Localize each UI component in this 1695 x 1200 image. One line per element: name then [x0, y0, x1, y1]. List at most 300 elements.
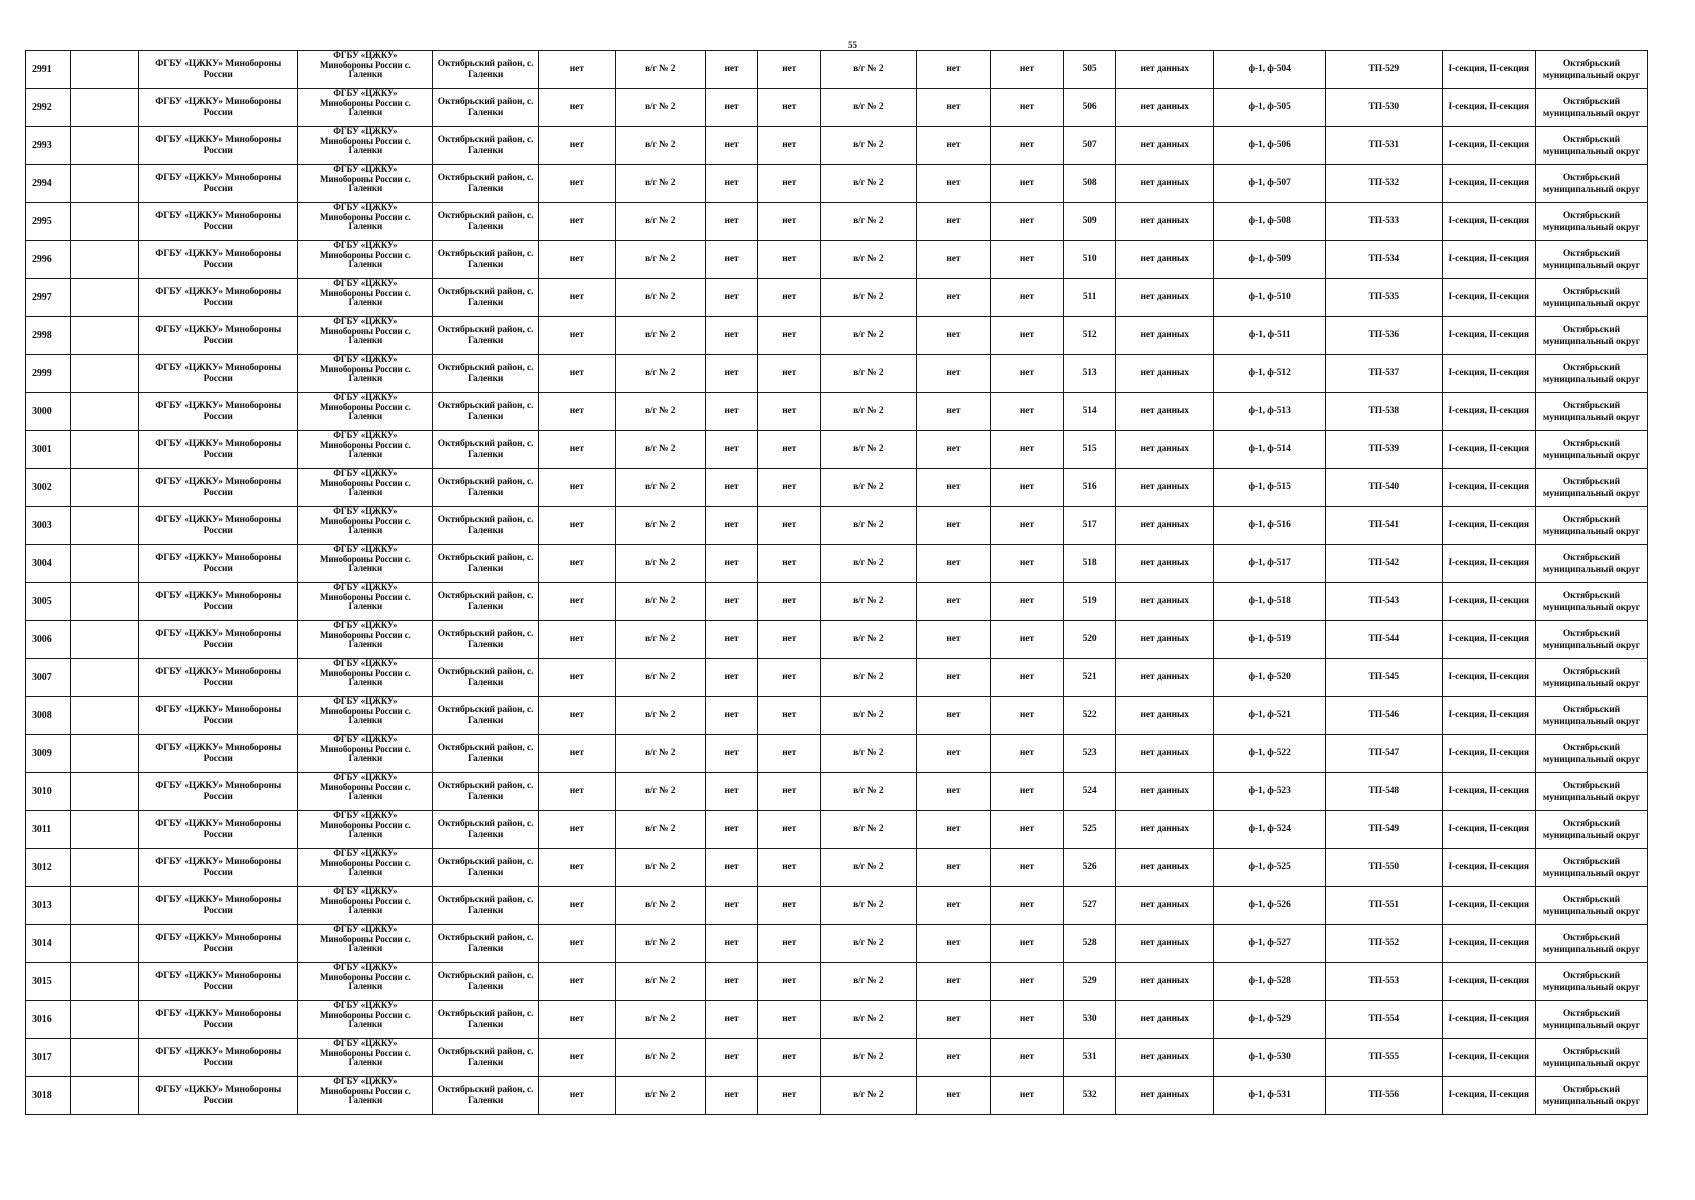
substation-cell: ТП-541: [1326, 507, 1442, 545]
table-row: [26, 621, 1648, 659]
operator-line: Галенки: [348, 677, 383, 687]
military-town-cell: в/г № 2: [821, 203, 917, 241]
value-cell: нет: [538, 621, 615, 659]
substation-cell: ТП-540: [1326, 469, 1442, 507]
section-cell: I-секция, II-секция: [1442, 279, 1535, 317]
empty-cell: [71, 241, 139, 279]
address-cell: Октябрьский район, с. Галенки: [433, 165, 538, 203]
value-cell: нет: [991, 1039, 1063, 1077]
owner-cell: ФГБУ «ЦЖКУ» Минобороны России: [139, 469, 298, 507]
operator-line: ФГБУ «ЦЖКУ»: [333, 240, 398, 250]
operator-line: Минобороны России с.: [319, 515, 411, 526]
owner-cell: ФГБУ «ЦЖКУ» Минобороны России: [139, 241, 298, 279]
operator-line: Минобороны России с.: [319, 97, 411, 108]
owner-cell: ФГБУ «ЦЖКУ» Минобороны России: [139, 1077, 298, 1115]
row-number-cell: 2994: [26, 165, 71, 203]
empty-cell: [71, 621, 139, 659]
value-cell: нет: [916, 89, 991, 127]
address-cell: Октябрьский район, с. Галенки: [433, 811, 538, 849]
address-cell: Октябрьский район, с. Галенки: [433, 203, 538, 241]
empty-cell: [71, 887, 139, 925]
table-row: [26, 431, 1648, 469]
value-cell: нет: [705, 165, 758, 203]
owner-cell: ФГБУ «ЦЖКУ» Минобороны России: [139, 697, 298, 735]
empty-cell: [71, 165, 139, 203]
operator-cell: [298, 887, 433, 925]
substation-cell: ТП-539: [1326, 431, 1442, 469]
feeder-cell: ф-1, ф-512: [1214, 355, 1326, 393]
operator-cell: [298, 317, 433, 355]
value-cell: нет: [991, 127, 1063, 165]
row-number-cell: 2991: [26, 51, 71, 89]
value-cell: нет: [705, 355, 758, 393]
military-town-cell: в/г № 2: [615, 1039, 705, 1077]
military-town-cell: в/г № 2: [615, 811, 705, 849]
value-cell: нет: [538, 355, 615, 393]
military-town-cell: в/г № 2: [615, 697, 705, 735]
empty-cell: [71, 1039, 139, 1077]
district-cell: Октябрьский муниципальный округ: [1535, 89, 1647, 127]
value-cell: нет: [758, 925, 821, 963]
object-id-cell: 506: [1063, 89, 1116, 127]
operator-line: ФГБУ «ЦЖКУ»: [333, 1038, 398, 1048]
military-town-cell: в/г № 2: [821, 507, 917, 545]
value-cell: нет: [916, 431, 991, 469]
table-row: [26, 849, 1648, 887]
row-number-cell: 3005: [26, 583, 71, 621]
value-cell: нет: [705, 1077, 758, 1115]
data-status-cell: нет данных: [1116, 203, 1214, 241]
operator-line: Галенки: [348, 829, 383, 839]
military-town-cell: в/г № 2: [615, 165, 705, 203]
district-cell: Октябрьский муниципальный округ: [1535, 659, 1647, 697]
object-id-cell: 531: [1063, 1039, 1116, 1077]
operator-line: Минобороны России с.: [319, 287, 411, 298]
substation-cell: ТП-543: [1326, 583, 1442, 621]
value-cell: нет: [916, 51, 991, 89]
owner-cell: ФГБУ «ЦЖКУ» Минобороны России: [139, 887, 298, 925]
feeder-cell: ф-1, ф-521: [1214, 697, 1326, 735]
feeder-cell: ф-1, ф-508: [1214, 203, 1326, 241]
object-id-cell: 529: [1063, 963, 1116, 1001]
value-cell: нет: [705, 811, 758, 849]
district-cell: Октябрьский муниципальный округ: [1535, 431, 1647, 469]
value-cell: нет: [538, 659, 615, 697]
empty-cell: [71, 431, 139, 469]
value-cell: нет: [758, 1039, 821, 1077]
military-town-cell: в/г № 2: [821, 925, 917, 963]
value-cell: нет: [758, 1001, 821, 1039]
empty-cell: [71, 279, 139, 317]
operator-line: Минобороны России с.: [319, 971, 411, 982]
operator-line: ФГБУ «ЦЖКУ»: [333, 696, 398, 706]
district-cell: Октябрьский муниципальный округ: [1535, 925, 1647, 963]
object-id-cell: 514: [1063, 393, 1116, 431]
operator-line: Галенки: [348, 259, 383, 269]
operator-line: Минобороны России с.: [319, 401, 411, 412]
substation-cell: ТП-553: [1326, 963, 1442, 1001]
operator-line: ФГБУ «ЦЖКУ»: [333, 734, 398, 744]
value-cell: нет: [705, 279, 758, 317]
data-status-cell: нет данных: [1116, 963, 1214, 1001]
value-cell: нет: [916, 545, 991, 583]
operator-line: Галенки: [348, 145, 383, 155]
value-cell: нет: [758, 507, 821, 545]
value-cell: нет: [758, 963, 821, 1001]
military-town-cell: в/г № 2: [615, 89, 705, 127]
value-cell: нет: [916, 811, 991, 849]
operator-line: Галенки: [348, 981, 383, 991]
table-row: [26, 165, 1648, 203]
operator-line: Галенки: [348, 601, 383, 611]
value-cell: нет: [991, 1077, 1063, 1115]
military-town-cell: в/г № 2: [821, 355, 917, 393]
value-cell: нет: [991, 89, 1063, 127]
operator-line: Минобороны России с.: [319, 1047, 411, 1058]
value-cell: нет: [991, 165, 1063, 203]
operator-cell: [298, 393, 433, 431]
operator-line: Минобороны России с.: [319, 439, 411, 450]
operator-line: Галенки: [348, 563, 383, 573]
data-status-cell: нет данных: [1116, 51, 1214, 89]
object-id-cell: 517: [1063, 507, 1116, 545]
military-town-cell: в/г № 2: [821, 659, 917, 697]
military-town-cell: в/г № 2: [821, 849, 917, 887]
military-town-cell: в/г № 2: [821, 89, 917, 127]
value-cell: нет: [916, 621, 991, 659]
operator-line: Минобороны России с.: [319, 173, 411, 184]
military-town-cell: в/г № 2: [821, 1001, 917, 1039]
operator-line: Минобороны России с.: [319, 705, 411, 716]
operator-cell: [298, 1039, 433, 1077]
row-number-cell: 3010: [26, 773, 71, 811]
value-cell: нет: [538, 127, 615, 165]
value-cell: нет: [705, 431, 758, 469]
data-status-cell: нет данных: [1116, 1077, 1214, 1115]
owner-cell: ФГБУ «ЦЖКУ» Минобороны России: [139, 773, 298, 811]
data-status-cell: нет данных: [1116, 165, 1214, 203]
operator-line: Галенки: [348, 715, 383, 725]
owner-cell: ФГБУ «ЦЖКУ» Минобороны России: [139, 507, 298, 545]
table-row: [26, 1039, 1648, 1077]
substation-cell: ТП-551: [1326, 887, 1442, 925]
substation-cell: ТП-529: [1326, 51, 1442, 89]
value-cell: нет: [758, 697, 821, 735]
table-row: [26, 697, 1648, 735]
section-cell: I-секция, II-секция: [1442, 317, 1535, 355]
value-cell: нет: [916, 165, 991, 203]
operator-line: ФГБУ «ЦЖКУ»: [333, 886, 398, 896]
substation-cell: ТП-545: [1326, 659, 1442, 697]
operator-line: ФГБУ «ЦЖКУ»: [333, 620, 398, 630]
feeder-cell: ф-1, ф-531: [1214, 1077, 1326, 1115]
section-cell: I-секция, II-секция: [1442, 431, 1535, 469]
value-cell: нет: [705, 127, 758, 165]
operator-line: Минобороны России с.: [319, 933, 411, 944]
value-cell: нет: [916, 393, 991, 431]
row-number-cell: 3016: [26, 1001, 71, 1039]
section-cell: I-секция, II-секция: [1442, 1039, 1535, 1077]
address-cell: Октябрьский район, с. Галенки: [433, 1001, 538, 1039]
row-number-cell: 3018: [26, 1077, 71, 1115]
substation-cell: ТП-537: [1326, 355, 1442, 393]
value-cell: нет: [705, 1001, 758, 1039]
data-status-cell: нет данных: [1116, 469, 1214, 507]
row-number-cell: 3002: [26, 469, 71, 507]
section-cell: I-секция, II-секция: [1442, 203, 1535, 241]
object-id-cell: 509: [1063, 203, 1116, 241]
military-town-cell: в/г № 2: [615, 507, 705, 545]
object-id-cell: 518: [1063, 545, 1116, 583]
owner-cell: ФГБУ «ЦЖКУ» Минобороны России: [139, 203, 298, 241]
empty-cell: [71, 127, 139, 165]
district-cell: Октябрьский муниципальный округ: [1535, 127, 1647, 165]
operator-line: ФГБУ «ЦЖКУ»: [333, 202, 398, 212]
empty-cell: [71, 469, 139, 507]
row-number-cell: 3009: [26, 735, 71, 773]
substation-cell: ТП-548: [1326, 773, 1442, 811]
value-cell: нет: [758, 545, 821, 583]
district-cell: Октябрьский муниципальный округ: [1535, 773, 1647, 811]
feeder-cell: ф-1, ф-529: [1214, 1001, 1326, 1039]
owner-cell: ФГБУ «ЦЖКУ» Минобороны России: [139, 51, 298, 89]
operator-line: ФГБУ «ЦЖКУ»: [333, 126, 398, 136]
owner-cell: ФГБУ «ЦЖКУ» Минобороны России: [139, 165, 298, 203]
military-town-cell: в/г № 2: [821, 773, 917, 811]
substation-cell: ТП-550: [1326, 849, 1442, 887]
operator-cell: [298, 1077, 433, 1115]
military-town-cell: в/г № 2: [821, 127, 917, 165]
owner-cell: ФГБУ «ЦЖКУ» Минобороны России: [139, 545, 298, 583]
value-cell: нет: [538, 203, 615, 241]
military-town-cell: в/г № 2: [615, 925, 705, 963]
district-cell: Октябрьский муниципальный округ: [1535, 355, 1647, 393]
data-status-cell: нет данных: [1116, 241, 1214, 279]
value-cell: нет: [538, 583, 615, 621]
owner-cell: ФГБУ «ЦЖКУ» Минобороны России: [139, 925, 298, 963]
empty-cell: [71, 849, 139, 887]
operator-cell: [298, 279, 433, 317]
data-status-cell: нет данных: [1116, 887, 1214, 925]
operator-line: Галенки: [348, 639, 383, 649]
section-cell: I-секция, II-секция: [1442, 659, 1535, 697]
military-town-cell: в/г № 2: [615, 127, 705, 165]
value-cell: нет: [991, 963, 1063, 1001]
object-id-cell: 523: [1063, 735, 1116, 773]
address-cell: Октябрьский район, с. Галенки: [433, 887, 538, 925]
address-cell: Октябрьский район, с. Галенки: [433, 849, 538, 887]
section-cell: I-секция, II-секция: [1442, 735, 1535, 773]
data-status-cell: нет данных: [1116, 621, 1214, 659]
owner-cell: ФГБУ «ЦЖКУ» Минобороны России: [139, 355, 298, 393]
substation-cell: ТП-535: [1326, 279, 1442, 317]
value-cell: нет: [538, 1077, 615, 1115]
operator-line: ФГБУ «ЦЖКУ»: [333, 278, 398, 288]
operator-line: ФГБУ «ЦЖКУ»: [333, 506, 398, 516]
row-number-cell: 2998: [26, 317, 71, 355]
section-cell: I-секция, II-секция: [1442, 545, 1535, 583]
military-town-cell: в/г № 2: [615, 887, 705, 925]
operator-line: Галенки: [348, 335, 383, 345]
operator-line: ФГБУ «ЦЖКУ»: [333, 848, 398, 858]
value-cell: нет: [916, 127, 991, 165]
operator-line: ФГБУ «ЦЖКУ»: [333, 1076, 398, 1086]
value-cell: нет: [705, 963, 758, 1001]
military-town-cell: в/г № 2: [615, 773, 705, 811]
table-row: [26, 659, 1648, 697]
value-cell: нет: [991, 583, 1063, 621]
military-town-cell: в/г № 2: [821, 317, 917, 355]
value-cell: нет: [991, 507, 1063, 545]
value-cell: нет: [758, 355, 821, 393]
table-row: [26, 241, 1648, 279]
feeder-cell: ф-1, ф-504: [1214, 51, 1326, 89]
value-cell: нет: [538, 811, 615, 849]
operator-cell: [298, 203, 433, 241]
feeder-cell: ф-1, ф-518: [1214, 583, 1326, 621]
value-cell: нет: [538, 51, 615, 89]
feeder-cell: ф-1, ф-506: [1214, 127, 1326, 165]
address-cell: Октябрьский район, с. Галенки: [433, 431, 538, 469]
operator-cell: [298, 127, 433, 165]
table-row: [26, 887, 1648, 925]
row-number-cell: 3013: [26, 887, 71, 925]
address-cell: Октябрьский район, с. Галенки: [433, 1039, 538, 1077]
value-cell: нет: [538, 773, 615, 811]
table-row: [26, 317, 1648, 355]
value-cell: нет: [991, 393, 1063, 431]
operator-line: Галенки: [348, 943, 383, 953]
district-cell: Октябрьский муниципальный округ: [1535, 1077, 1647, 1115]
empty-cell: [71, 773, 139, 811]
value-cell: нет: [538, 507, 615, 545]
value-cell: нет: [538, 887, 615, 925]
section-cell: I-секция, II-секция: [1442, 963, 1535, 1001]
value-cell: нет: [705, 659, 758, 697]
value-cell: нет: [758, 127, 821, 165]
value-cell: нет: [991, 621, 1063, 659]
substation-cell: ТП-532: [1326, 165, 1442, 203]
object-id-cell: 505: [1063, 51, 1116, 89]
value-cell: нет: [916, 1077, 991, 1115]
operator-line: Галенки: [348, 905, 383, 915]
section-cell: I-секция, II-секция: [1442, 241, 1535, 279]
data-status-cell: нет данных: [1116, 1001, 1214, 1039]
section-cell: I-секция, II-секция: [1442, 773, 1535, 811]
operator-line: ФГБУ «ЦЖКУ»: [333, 392, 398, 402]
value-cell: нет: [705, 887, 758, 925]
section-cell: I-секция, II-секция: [1442, 51, 1535, 89]
owner-cell: ФГБУ «ЦЖКУ» Минобороны России: [139, 1039, 298, 1077]
value-cell: нет: [705, 469, 758, 507]
value-cell: нет: [758, 811, 821, 849]
row-number-cell: 2995: [26, 203, 71, 241]
empty-cell: [71, 583, 139, 621]
feeder-cell: ф-1, ф-511: [1214, 317, 1326, 355]
operator-cell: [298, 963, 433, 1001]
empty-cell: [71, 317, 139, 355]
owner-cell: ФГБУ «ЦЖКУ» Минобороны России: [139, 659, 298, 697]
object-id-cell: 516: [1063, 469, 1116, 507]
operator-line: ФГБУ «ЦЖКУ»: [333, 354, 398, 364]
military-town-cell: в/г № 2: [615, 659, 705, 697]
table-row: [26, 735, 1648, 773]
section-cell: I-секция, II-секция: [1442, 469, 1535, 507]
substation-cell: ТП-544: [1326, 621, 1442, 659]
value-cell: нет: [758, 1077, 821, 1115]
address-cell: Октябрьский район, с. Галенки: [433, 51, 538, 89]
value-cell: нет: [705, 735, 758, 773]
value-cell: нет: [705, 583, 758, 621]
district-cell: Октябрьский муниципальный округ: [1535, 735, 1647, 773]
row-number-cell: 2997: [26, 279, 71, 317]
object-id-cell: 511: [1063, 279, 1116, 317]
section-cell: I-секция, II-секция: [1442, 925, 1535, 963]
value-cell: нет: [916, 241, 991, 279]
row-number-cell: 3006: [26, 621, 71, 659]
operator-line: ФГБУ «ЦЖКУ»: [333, 1000, 398, 1010]
empty-cell: [71, 51, 139, 89]
address-cell: Октябрьский район, с. Галенки: [433, 393, 538, 431]
value-cell: нет: [758, 659, 821, 697]
owner-cell: ФГБУ «ЦЖКУ» Минобороны России: [139, 811, 298, 849]
military-town-cell: в/г № 2: [821, 393, 917, 431]
data-status-cell: нет данных: [1116, 393, 1214, 431]
empty-cell: [71, 355, 139, 393]
feeder-cell: ф-1, ф-524: [1214, 811, 1326, 849]
district-cell: Октябрьский муниципальный округ: [1535, 393, 1647, 431]
empty-cell: [71, 203, 139, 241]
owner-cell: ФГБУ «ЦЖКУ» Минобороны России: [139, 1001, 298, 1039]
operator-cell: [298, 545, 433, 583]
empty-cell: [71, 1001, 139, 1039]
district-cell: Октябрьский муниципальный округ: [1535, 583, 1647, 621]
section-cell: I-секция, II-секция: [1442, 1077, 1535, 1115]
operator-line: Галенки: [348, 297, 383, 307]
value-cell: нет: [916, 507, 991, 545]
operator-cell: [298, 431, 433, 469]
owner-cell: ФГБУ «ЦЖКУ» Минобороны России: [139, 393, 298, 431]
operator-cell: [298, 469, 433, 507]
operator-line: ФГБУ «ЦЖКУ»: [333, 430, 398, 440]
value-cell: нет: [758, 279, 821, 317]
operator-line: ФГБУ «ЦЖКУ»: [333, 810, 398, 820]
data-status-cell: нет данных: [1116, 127, 1214, 165]
district-cell: Октябрьский муниципальный округ: [1535, 1001, 1647, 1039]
value-cell: нет: [538, 1039, 615, 1077]
operator-line: Минобороны России с.: [319, 211, 411, 222]
value-cell: нет: [991, 773, 1063, 811]
feeder-cell: ф-1, ф-505: [1214, 89, 1326, 127]
row-number-cell: 3008: [26, 697, 71, 735]
object-id-cell: 524: [1063, 773, 1116, 811]
military-town-cell: в/г № 2: [821, 241, 917, 279]
address-cell: Октябрьский район, с. Галенки: [433, 583, 538, 621]
value-cell: нет: [991, 51, 1063, 89]
operator-line: Минобороны России с.: [319, 857, 411, 868]
value-cell: нет: [758, 165, 821, 203]
table-row: [26, 1077, 1648, 1115]
military-town-cell: в/г № 2: [821, 279, 917, 317]
section-cell: I-секция, II-секция: [1442, 621, 1535, 659]
value-cell: нет: [916, 355, 991, 393]
section-cell: I-секция, II-секция: [1442, 355, 1535, 393]
data-status-cell: нет данных: [1116, 659, 1214, 697]
feeder-cell: ф-1, ф-527: [1214, 925, 1326, 963]
value-cell: нет: [705, 773, 758, 811]
operator-line: Минобороны России с.: [319, 1009, 411, 1020]
value-cell: нет: [916, 203, 991, 241]
